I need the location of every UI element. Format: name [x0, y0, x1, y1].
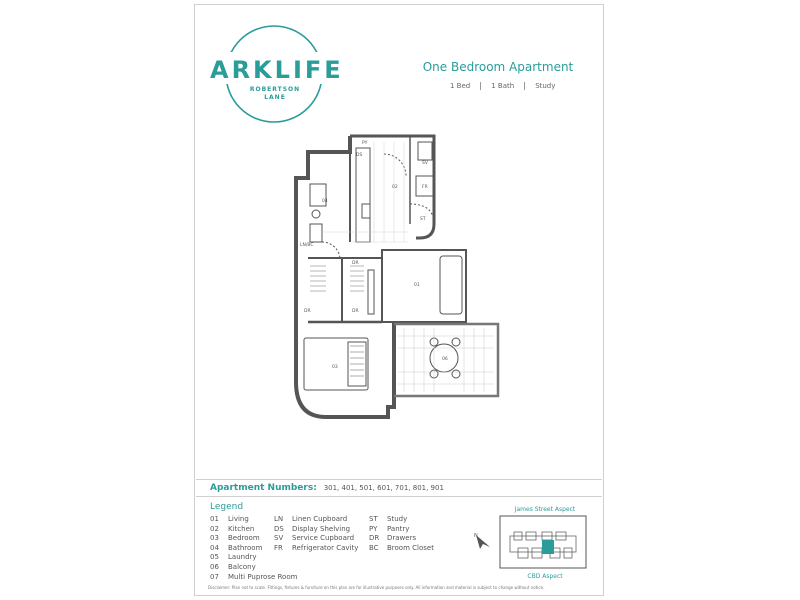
legend-item: FR Refrigerator Cavity — [274, 543, 359, 552]
label-study: ST — [420, 217, 426, 222]
legend-item: SV Service Cupboard — [274, 534, 355, 543]
label-pantry: PY — [362, 141, 368, 146]
legend-column-3 — [369, 515, 434, 553]
disclaimer-text: Disclaimer: Plan not to scale. Fittings, fixtures & furniture on this plan are for illustrative purposes only. All information and material is subject to change without notice. — [208, 585, 545, 590]
north-label: N — [474, 533, 478, 539]
label-bedroom: 03 — [332, 365, 338, 370]
legend-item: 01 Living — [210, 515, 249, 523]
plan-title: One Bedroom Apartment — [422, 60, 574, 74]
brand-name: ARKLIFE — [210, 56, 344, 84]
divider-bottom — [196, 496, 602, 497]
legend-item: 04 Bathroom — [210, 543, 263, 552]
key-plan-diagram — [498, 514, 588, 570]
plan-specs — [440, 82, 565, 90]
apartment-numbers-values: 301, 401, 501, 601, 701, 801, 901 — [323, 484, 444, 492]
label-drawers-1: DR — [304, 309, 311, 314]
apartment-numbers-label: Apartment Numbers: — [210, 483, 317, 493]
divider-top — [196, 479, 602, 480]
legend-item: DS Display Shelving — [274, 524, 351, 533]
brand-subtitle-line1: ROBERTSON — [249, 86, 301, 93]
legend-item: DR Drawers — [369, 534, 417, 543]
label-bathroom: 04 — [322, 199, 328, 204]
legend-item: 07 Multi Puprose Room — [210, 572, 298, 581]
legend-column-2 — [274, 515, 358, 553]
legend-item: 03 Bedroom — [210, 534, 260, 543]
legend-item: 05 Laundry — [210, 553, 257, 562]
floor-plan-drawing — [292, 132, 502, 432]
legend-item: PY Pantry — [369, 524, 410, 533]
spec-study: Study — [524, 82, 565, 90]
label-display-shelving: DS — [356, 153, 363, 158]
aspect-james-street: James Street Aspect — [514, 506, 576, 513]
label-kitchen: 02 — [392, 185, 398, 190]
label-drawers-2: DR — [352, 309, 359, 314]
spec-bath: 1 Bath — [480, 82, 524, 90]
label-balcony: 06 — [442, 357, 448, 362]
legend-title: Legend — [210, 502, 244, 512]
apartment-numbers — [210, 483, 444, 493]
label-service: SV — [422, 161, 428, 166]
legend-item: LN Linen Cupboard — [274, 515, 348, 523]
label-drawers-3: DR — [352, 261, 359, 266]
legend-item: 06 Balcony — [210, 562, 256, 571]
spec-bed: 1 Bed — [450, 82, 471, 90]
legend-item: BC Broom Closet — [369, 543, 434, 552]
label-living: 01 — [414, 283, 420, 288]
label-linen-broom: LN/BC — [300, 243, 314, 248]
legend-item: 02 Kitchen — [210, 524, 255, 533]
brand-subtitle — [248, 86, 302, 102]
brand-subtitle-line2: LANE — [264, 94, 286, 101]
aspect-cbd: CBD Aspect — [527, 573, 563, 580]
legend-item: ST Study — [369, 515, 408, 523]
label-fridge: FR — [422, 185, 428, 190]
north-arrow-icon — [474, 531, 492, 551]
